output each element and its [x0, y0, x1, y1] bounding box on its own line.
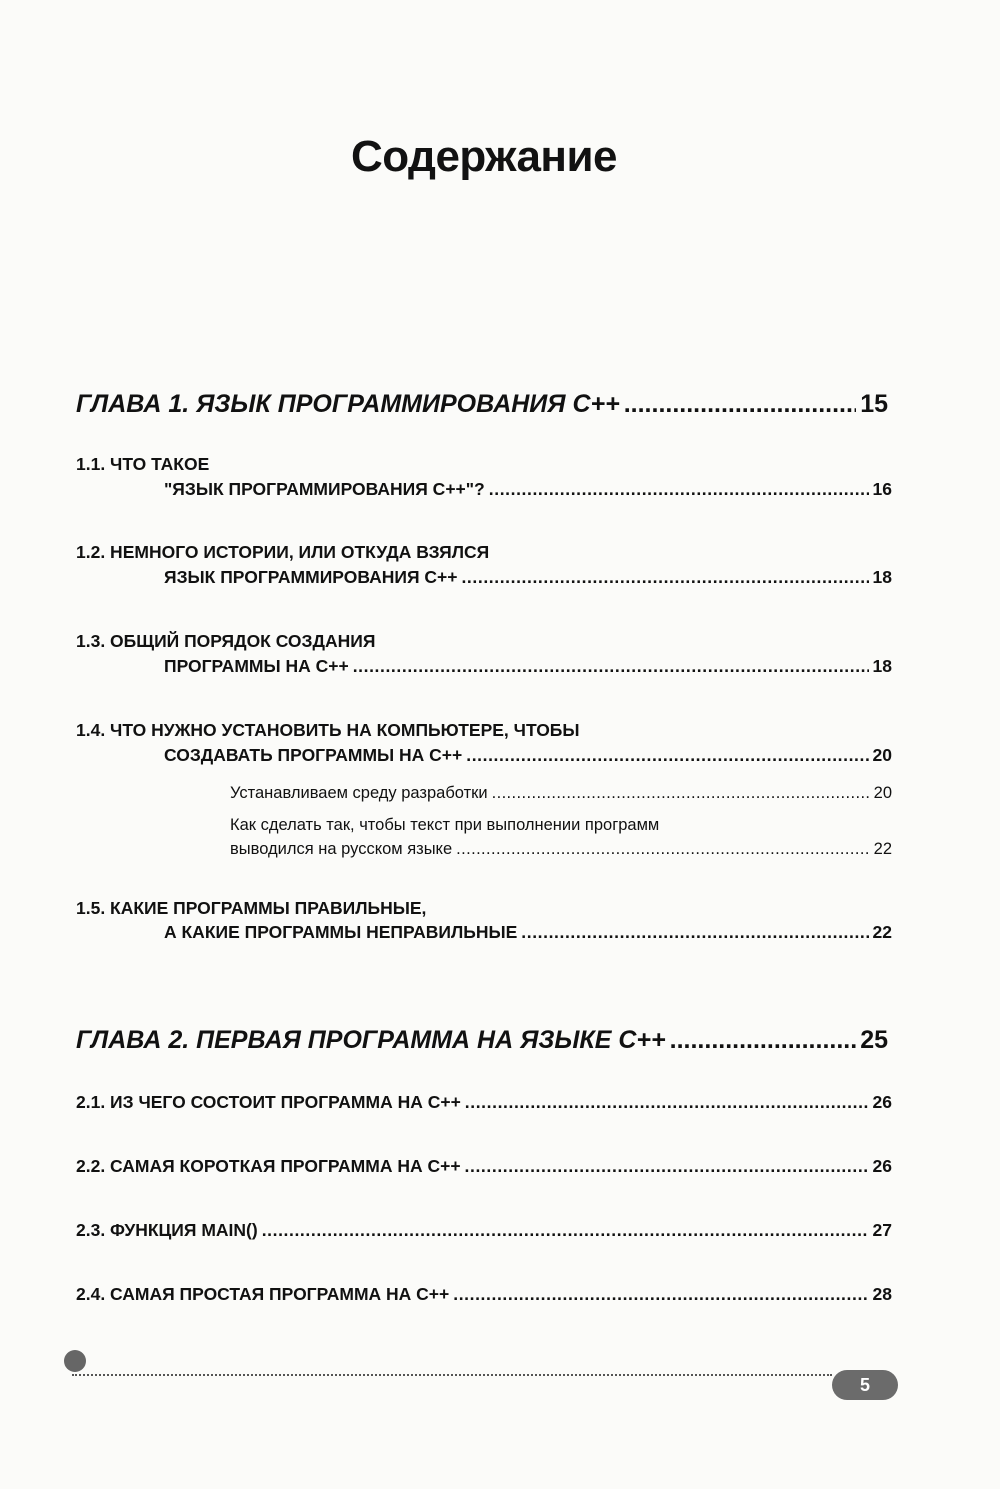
- subsection-title: Как сделать так, чтобы текст при выполнении программ: [230, 816, 660, 834]
- toc-section-title: 1.3. ОБЩИЙ ПОРЯДОК СОЗДАНИЯ: [76, 631, 376, 651]
- leader-dots: [453, 1284, 868, 1305]
- section-title: 2.4. САМАЯ ПРОСТАЯ ПРОГРАММА НА С++: [76, 1284, 450, 1304]
- chapter-page: 25: [860, 1026, 888, 1054]
- toc-section-2-4[interactable]: [76, 1284, 892, 1305]
- leader-dots: [521, 922, 868, 943]
- leader-dots: [624, 390, 856, 419]
- subsection-page: 22: [873, 840, 892, 858]
- section-page: 22: [872, 922, 892, 942]
- toc-section-title: 1.5. КАКИЕ ПРОГРАММЫ ПРАВИЛЬНЫЕ,: [76, 898, 427, 918]
- toc-section-2-3[interactable]: [76, 1220, 892, 1241]
- leader-dots: [456, 840, 870, 859]
- section-page: 18: [872, 656, 892, 676]
- leader-dots: [465, 1092, 869, 1113]
- section-page: 26: [872, 1092, 892, 1112]
- chapter-title: ГЛАВА 2. ПЕРВАЯ ПРОГРАММА НА ЯЗЫКЕ С++: [76, 1026, 666, 1054]
- leader-dots: [670, 1026, 857, 1055]
- section-title: 2.2. САМАЯ КОРОТКАЯ ПРОГРАММА НА С++: [76, 1156, 461, 1176]
- section-page: 20: [872, 745, 892, 765]
- toc-section-2-2[interactable]: [76, 1156, 892, 1177]
- footer-rule: [72, 1374, 832, 1376]
- toc-section-1-1[interactable]: [164, 479, 892, 500]
- section-page: 26: [872, 1156, 892, 1176]
- leader-dots: [489, 479, 869, 500]
- toc-section-2-1[interactable]: [76, 1092, 892, 1113]
- leader-dots: [492, 784, 870, 803]
- section-page: 27: [872, 1220, 892, 1240]
- section-title: 2.1. ИЗ ЧЕГО СОСТОИТ ПРОГРАММА НА С++: [76, 1092, 461, 1112]
- toc-chapter-1[interactable]: [76, 390, 888, 419]
- page-number-badge: 5: [832, 1370, 898, 1400]
- leader-dots: [466, 745, 868, 766]
- toc-subsection-russian[interactable]: [230, 840, 892, 859]
- toc-subsection-ide[interactable]: [230, 784, 892, 803]
- toc-section-1-5[interactable]: [164, 922, 892, 943]
- toc-chapter-2[interactable]: [76, 1026, 888, 1055]
- toc-section-1-4[interactable]: [164, 745, 892, 766]
- chapter-page: 15: [860, 390, 888, 418]
- section-page: 18: [872, 567, 892, 587]
- subsection-title: Устанавливаем среду разработки: [230, 784, 488, 802]
- leader-dots: [353, 656, 869, 677]
- subsection-title-cont: выводился на русском языке: [230, 840, 453, 858]
- section-title-cont: "ЯЗЫК ПРОГРАММИРОВАНИЯ С++"?: [164, 479, 485, 499]
- footer-bullet-icon: [64, 1350, 86, 1372]
- section-title: 2.3. ФУНКЦИЯ MAIN(): [76, 1220, 258, 1240]
- leader-dots: [465, 1156, 869, 1177]
- section-title-cont: ПРОГРАММЫ НА С++: [164, 656, 349, 676]
- toc-section-title: 1.1. ЧТО ТАКОЕ: [76, 454, 210, 474]
- section-title-cont: СОЗДАВАТЬ ПРОГРАММЫ НА С++: [164, 745, 463, 765]
- section-page: 28: [872, 1284, 892, 1304]
- toc-section-1-2[interactable]: [164, 567, 892, 588]
- section-title-cont: ЯЗЫК ПРОГРАММИРОВАНИЯ С++: [164, 567, 458, 587]
- leader-dots: [262, 1220, 869, 1241]
- section-title-cont: А КАКИЕ ПРОГРАММЫ НЕПРАВИЛЬНЫЕ: [164, 922, 518, 942]
- toc-section-title: 1.4. ЧТО НУЖНО УСТАНОВИТЬ НА КОМПЬЮТЕРЕ, ЧТОБЫ: [76, 720, 580, 740]
- toc-section-title: 1.2. НЕМНОГО ИСТОРИИ, ИЛИ ОТКУДА ВЗЯЛСЯ: [76, 542, 490, 562]
- toc-section-1-3[interactable]: [164, 656, 892, 677]
- chapter-title: ГЛАВА 1. ЯЗЫК ПРОГРАММИРОВАНИЯ С++: [76, 390, 620, 418]
- page-title: Содержание: [350, 132, 618, 181]
- subsection-page: 20: [873, 784, 892, 802]
- leader-dots: [461, 567, 868, 588]
- section-page: 16: [872, 479, 892, 499]
